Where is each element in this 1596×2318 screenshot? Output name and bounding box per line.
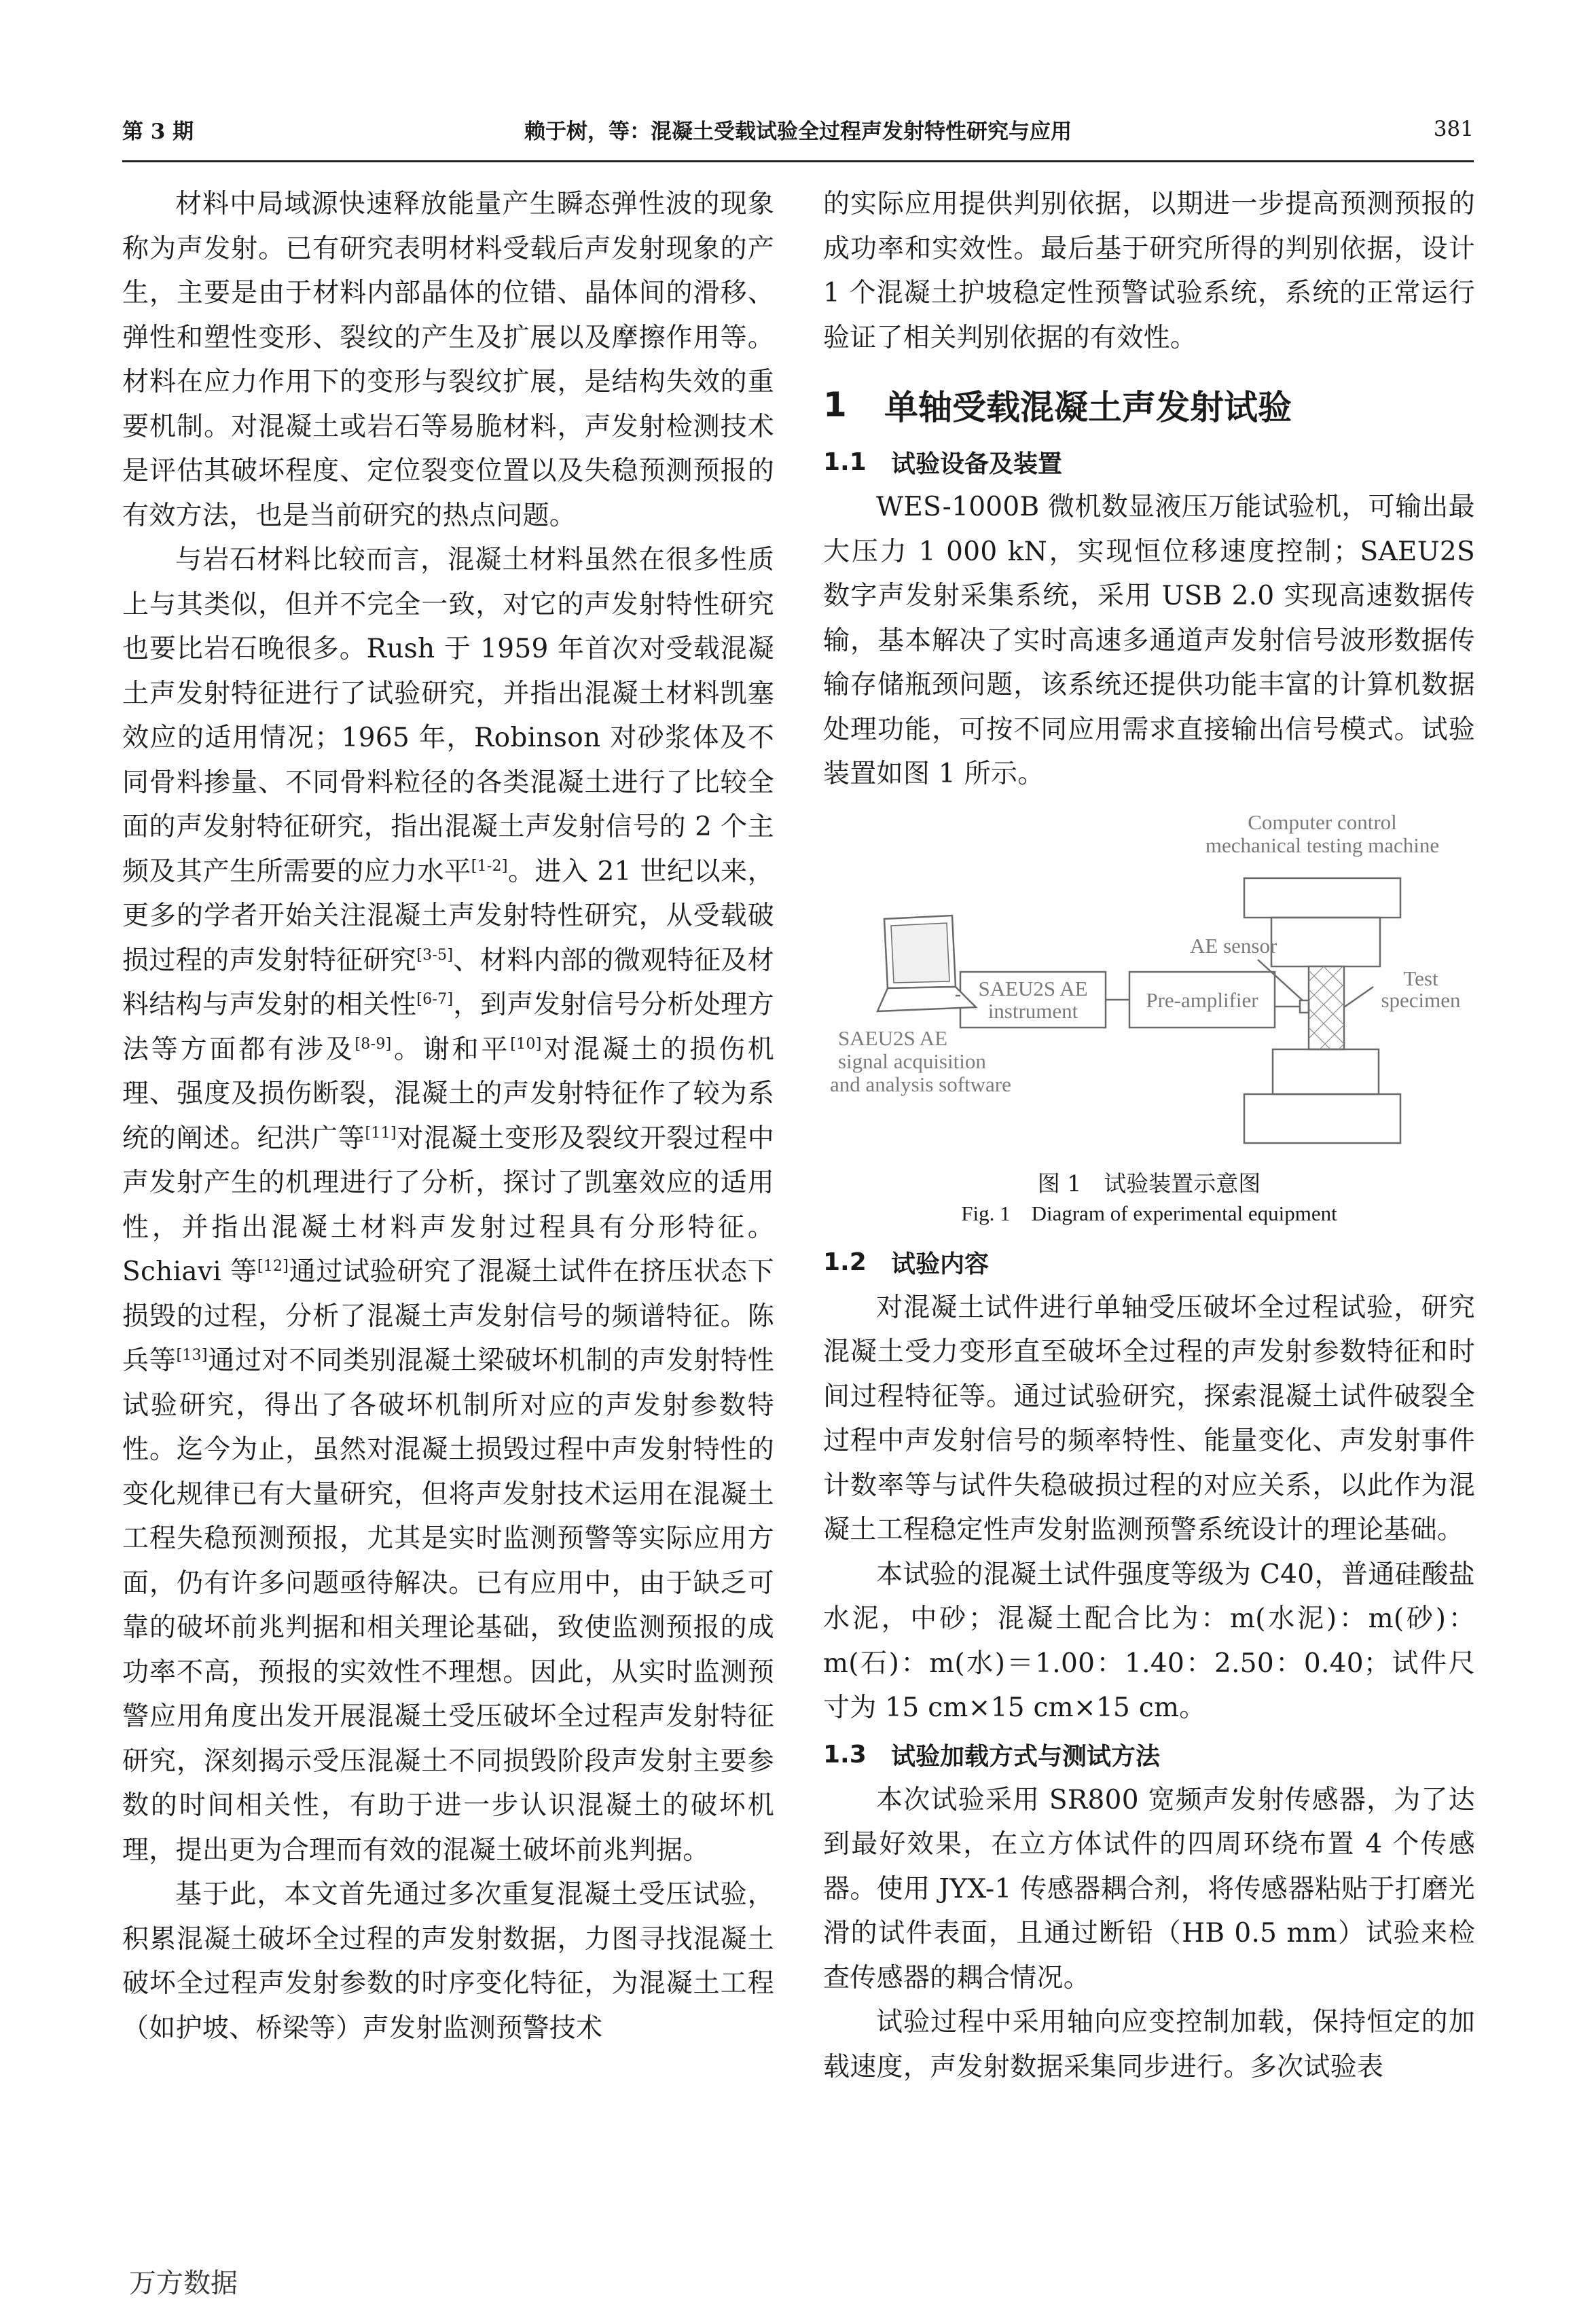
watermark: 万方数据 bbox=[129, 2268, 238, 2299]
instrument-label: SAEU2S AE bbox=[978, 976, 1088, 1000]
citation-ref: [3-5] bbox=[416, 946, 454, 964]
laptop-icon bbox=[877, 916, 976, 1011]
figure-caption-en: Fig. 1 Diagram of experimental equipment bbox=[961, 1201, 1337, 1225]
subsection-title: 试验内容 bbox=[891, 1250, 990, 1278]
subsection-number: 1.3 bbox=[823, 1741, 867, 1769]
ae-sensor bbox=[1300, 1000, 1309, 1013]
running-header bbox=[122, 109, 1474, 149]
issue-number: 第 3 期 bbox=[122, 119, 194, 144]
text-span: 通过对不同类别混凝土梁破坏机制的声发射特性试验研究，得出了各破坏机制所对应的声发射参数特性。迄今为止，虽然对混凝土损毁过程中声发射特性的变化规律已有大量研究，但将声发射技术运用在混凝土工程失稳预测预报，尤其是实时监测预警等实际应用方面，仍有许多问题亟待解决。已有应用中，由于缺乏可靠的破坏前兆判据和相关理论基础，致使监测预报的成功率不高，预报的实效性不理想。因此，从实时监测预警应用角度出发开展混凝土受压破坏全过程声发射特征研究，深刻揭示受压混凝土不同损毁阶段声发射主要参数的时间相关性，有助于进一步认识混凝土的破坏机理，提出更为合理而有效的混凝土破坏前兆判据。 bbox=[122, 1345, 774, 1866]
text-span: 对混凝土的损伤机理、强度及损伤断裂，混凝土的声发射特征作了较为系统的阐述。纪洪广等 bbox=[122, 1034, 774, 1154]
citation-ref: [10] bbox=[510, 1035, 542, 1053]
citation-ref: [1-2] bbox=[471, 857, 508, 875]
subsection-heading-1-1 bbox=[823, 441, 1475, 482]
section-heading-1 bbox=[823, 378, 1475, 432]
right-column bbox=[823, 182, 1475, 2089]
subsection-title: 试验加载方式与测试方法 bbox=[891, 1743, 1161, 1771]
subsection-heading-1-3 bbox=[823, 1735, 1475, 1775]
text-span: 与岩石材料比较而言，混凝土材料虽然在很多性质上与其类似，但并不完全一致，对它的声发射特性研究也要比岩石晚很多。Rush 于 1959 年首次对受载混凝土声发射特征进行了试验研究，并指出混凝土材料凯塞效应的适用情况；1965 年，Robinson 对砂浆体及不同骨料掺量、不同骨料粒径的各类混凝土进行了比较全面的声发射特征研究，指出混凝土声发射信号的 2 个主频及其产生所需要的应力水平 bbox=[122, 545, 774, 887]
equipment-diagram bbox=[823, 803, 1475, 1157]
subsection-heading-1-2 bbox=[823, 1242, 1475, 1283]
text-span: 。谢和平 bbox=[391, 1034, 511, 1065]
citation-ref: [11] bbox=[365, 1124, 397, 1142]
machine-lower-platen bbox=[1273, 1049, 1379, 1094]
machine-label: Computer control bbox=[1248, 810, 1397, 834]
text-span: 、材料内部的微观特征及材料结构与声发射的相关性 bbox=[122, 945, 774, 1020]
specimen-label: specimen bbox=[1381, 988, 1461, 1012]
software-label: signal acquisition bbox=[838, 1049, 986, 1073]
text-span: ，到声发射信号分析处理方法等方面都有涉及 bbox=[122, 990, 774, 1065]
paragraph-specimen: 本试验的混凝土试件强度等级为 C40，普通硅酸盐水泥，中砂；混凝土配合比为：m(水泥)：m(砂)：m(石)：m(水)＝1.00：1.40：2.50：0.40；试件尺寸为 15 cm×15 cm×15 cm。 bbox=[823, 1559, 1475, 1723]
left-column bbox=[122, 182, 774, 2050]
citation-ref: [13] bbox=[176, 1347, 208, 1364]
text-span: 对混凝土变形及裂纹开裂过程中声发射产生的机理进行了分析，探讨了凯塞效应的适用性，并指出混凝土材料声发射过程具有分形特征。Schiavi 等 bbox=[122, 1123, 775, 1287]
subsection-number: 1.1 bbox=[823, 448, 867, 476]
sensor-label: AE sensor bbox=[1190, 933, 1277, 958]
section-number: 1 bbox=[823, 385, 847, 424]
header-rule bbox=[122, 160, 1474, 162]
citation-ref: [6-7] bbox=[416, 991, 454, 1008]
paragraph-intro: 材料中局域源快速释放能量产生瞬态弹性波的现象称为声发射。已有研究表明材料受载后声发射现象的产生，主要是由于材料内部晶体的位错、晶体间的滑移、弹性和塑性变形、裂纹的产生及扩展以及摩擦作用等。材料在应力作用下的变形与裂纹扩展，是结构失效的重要机制。对混凝土或岩石等易脆材料，声发射检测技术是评估其破坏程度、定位裂变位置以及失稳预测预报的有效方法，也是当前研究的热点问题。 bbox=[122, 189, 774, 531]
paragraph-loading: 试验过程中采用轴向应变控制加载，保持恒定的加载速度，声发射数据采集同步进行。多次试验表 bbox=[823, 2007, 1475, 2082]
section-title: 单轴受载混凝土声发射试验 bbox=[884, 388, 1292, 427]
figure-1 bbox=[823, 803, 1475, 1157]
machine-label: mechanical testing machine bbox=[1205, 833, 1440, 857]
page-number: 381 bbox=[1433, 117, 1474, 141]
software-label: SAEU2S AE bbox=[838, 1026, 948, 1050]
text-span: 通过试验研究了混凝土试件在挤压状态下损毁的过程，分析了混凝土声发射信号的频谱特征。陈兵等 bbox=[122, 1256, 774, 1376]
machine-top-frame bbox=[1244, 878, 1400, 918]
citation-ref: [8-9] bbox=[355, 1035, 392, 1053]
machine-upper-platen bbox=[1271, 918, 1380, 966]
paragraph-equipment: WES-1000B 微机数显液压万能试验机，可输出最大压力 1 000 kN，实现恒位移速度控制；SAEU2S 数字声发射采集系统，采用 USB 2.0 实现高速数据传输，基本解决了实时高速多通道声发射信号波形数据传输存储瓶颈问题，该系统还提供功能丰富的计算机数据处理功能，可按不同应用需求直接输出信号模式。试验装置如图 1 所示。 bbox=[823, 492, 1475, 789]
figure-caption-cn: 图 1 试验装置示意图 bbox=[1037, 1170, 1261, 1197]
paragraph-content: 对混凝土试件进行单轴受压破坏全过程试验，研究混凝土受力变形直至破坏全过程的声发射参数特征和时间过程特征等。通过试验研究，探索混凝土试件破裂全过程中声发射信号的频率特性、能量变化、声发射事件计数率等与试件失稳破损过程的对应关系，以此作为混凝土工程稳定性声发射监测预警系统设计的理论基础。 bbox=[823, 1292, 1475, 1545]
paragraph-sensors: 本次试验采用 SR800 宽频声发射传感器，为了达到最好效果，在立方体试件的四周环绕布置 4 个传感器。使用 JYX-1 传感器耦合剂，将传感器粘贴于打磨光滑的试件表面，且通过断铅（HB 0.5 mm）试验来检查传感器的耦合情况。 bbox=[823, 1784, 1475, 1993]
instrument-label: instrument bbox=[987, 998, 1078, 1023]
specimen-label: Test bbox=[1403, 966, 1438, 990]
preamp-label: Pre-amplifier bbox=[1146, 988, 1258, 1012]
text-span: 。进入 21 世纪以来，更多的学者开始关注混凝土声发射特性研究，从受载破损过程的声发射特征研究 bbox=[122, 856, 774, 976]
subsection-number: 1.2 bbox=[823, 1248, 867, 1276]
paragraph-aim-continued: 的实际应用提供判别依据，以期进一步提高预测预报的成功率和实效性。最后基于研究所得的判别依据，设计 1 个混凝土护坡稳定性预警试验系统，系统的正常运行验证了相关判别依据的有效性。 bbox=[823, 189, 1475, 353]
machine-base bbox=[1244, 1094, 1400, 1143]
citation-ref: [12] bbox=[257, 1258, 289, 1275]
paragraph-aim: 基于此，本文首先通过多次重复混凝土受压试验，积累混凝土破坏全过程的声发射数据，力图寻找混凝土破坏全过程声发射参数的时序变化特征，为混凝土工程（如护坡、桥梁等）声发射监测预警技术 bbox=[122, 1879, 774, 2044]
specimen-leader-line bbox=[1344, 987, 1373, 1007]
subsection-title: 试验设备及装置 bbox=[891, 450, 1063, 478]
paragraph-literature bbox=[122, 538, 774, 1872]
software-label: and analysis software bbox=[830, 1072, 1011, 1096]
running-title: 赖于树，等：混凝土受载试验全过程声发射特性研究与应用 bbox=[524, 119, 1072, 144]
